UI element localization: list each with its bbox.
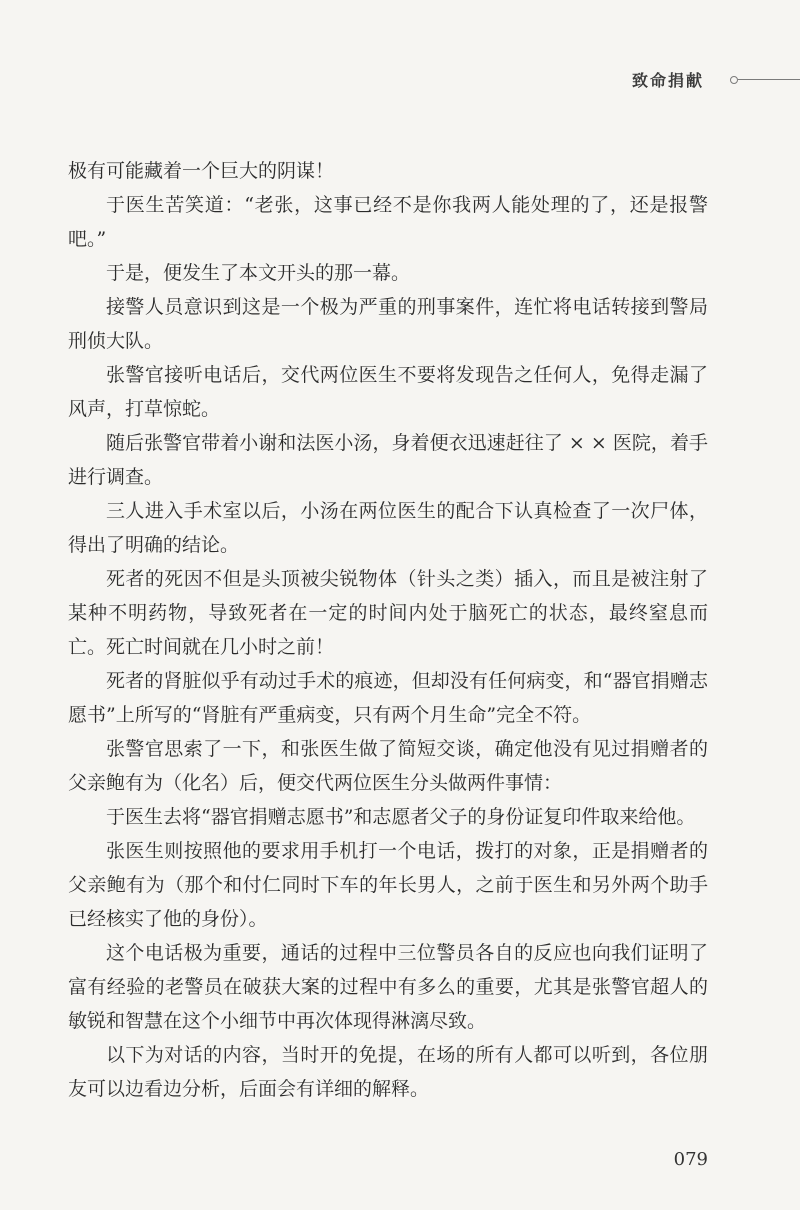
- paragraph-13: 这个电话极为重要，通话的过程中三位警员各自的反应也向我们证明了富有经验的老警员在破获大案的过程中有多么的重要，尤其是张警官超人的敏锐和智慧在这个小细节中再次体现得淋漓尽致。: [68, 942, 708, 1032]
- paragraph-1: 极有可能藏着一个巨大的阴谋！: [68, 160, 335, 182]
- paragraph-4: 接警人员意识到这是一个极为严重的刑事案件，连忙将电话转接到警局刑侦大队。: [68, 296, 708, 352]
- chapter-title: 致命捐献: [631, 71, 704, 90]
- ornament-circle-icon: [730, 76, 738, 84]
- body-text: [68, 154, 708, 1106]
- paragraph-10: 张警官思索了一下，和张医生做了简短交谈，确定他没有见过捐赠者的父亲鲍有为（化名）后，便交代两位医生分头做两件事情：: [68, 738, 708, 794]
- paragraph-2: 于医生苦笑道：“老张，这事已经不是你我两人能处理的了，还是报警吧。”: [68, 194, 708, 250]
- paragraph-9: 死者的肾脏似乎有动过手术的痕迹，但却没有任何病变，和“器官捐赠志愿书”上所写的“肾脏有严重病变，只有两个月生命”完全不符。: [68, 670, 708, 726]
- paragraph-7: 三人进入手术室以后，小汤在两位医生的配合下认真检查了一次尸体，得出了明确的结论。: [68, 500, 708, 556]
- paragraph-8: 死者的死因不但是头顶被尖锐物体（针头之类）插入，而且是被注射了某种不明药物，导致死者在一定的时间内处于脑死亡的状态，最终窒息而亡。死亡时间就在几小时之前！: [68, 568, 708, 658]
- paragraph-6: 随后张警官带着小谢和法医小汤，身着便衣迅速赶往了 × × 医院，着手进行调查。: [68, 432, 708, 488]
- paragraph-3: 于是，便发生了本文开头的那一幕。: [106, 262, 411, 284]
- paragraph-14: 以下为对话的内容，当时开的免提，在场的所有人都可以听到，各位朋友可以边看边分析，后面会有详细的解释。: [68, 1044, 708, 1100]
- paragraph-11: 于医生去将“器官捐赠志愿书”和志愿者父子的身份证复印件取来给他。: [106, 806, 696, 828]
- running-header: [632, 68, 800, 91]
- header-ornament: [730, 76, 800, 84]
- paragraph-12: 张医生则按照他的要求用手机打一个电话，拨打的对象，正是捐赠者的父亲鲍有为（那个和付仁同时下车的年长男人，之前于医生和另外两个助手已经核实了他的身份）。: [68, 840, 708, 930]
- paragraph-5: 张警官接听电话后，交代两位医生不要将发现告之任何人，免得走漏了风声，打草惊蛇。: [68, 364, 708, 420]
- ornament-line: [738, 79, 800, 80]
- page-number: 079: [673, 1149, 708, 1170]
